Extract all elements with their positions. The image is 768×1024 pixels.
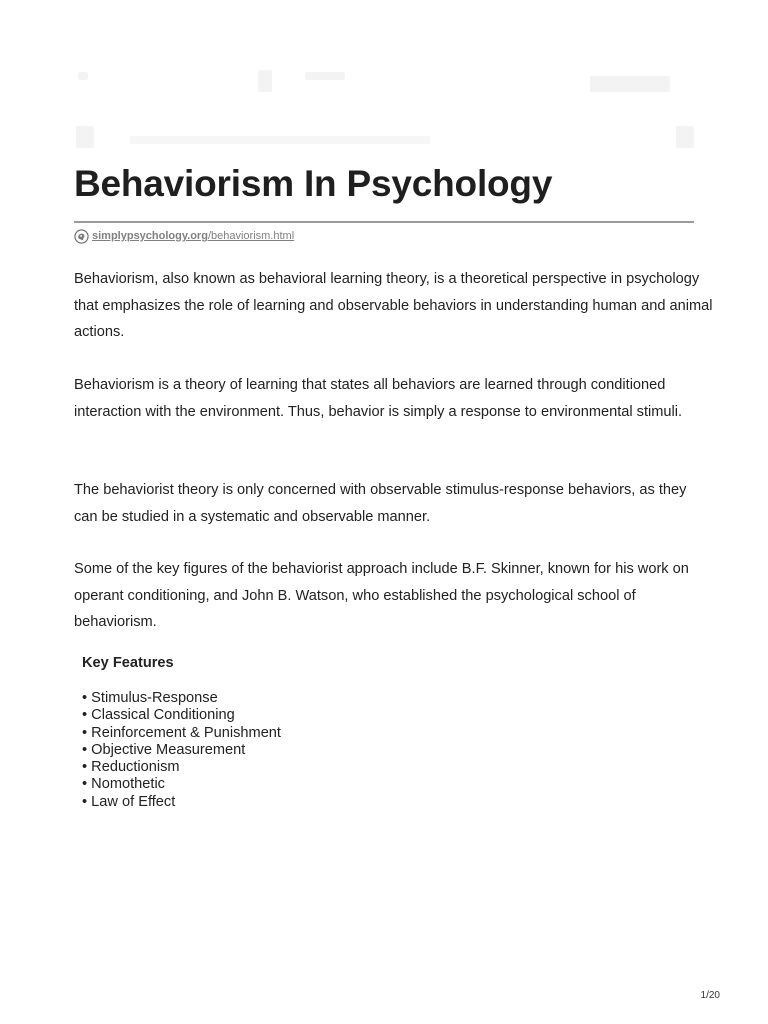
document-title: Behaviorism In Psychology xyxy=(74,163,553,204)
list-item: • Nomothetic xyxy=(82,776,281,793)
header-ghost xyxy=(78,72,88,80)
source-path[interactable]: /behaviorism.html xyxy=(207,230,295,242)
paragraph-3: The behaviorist theory is only concerned with observable stimulus-response behaviors, as they can be studied in a systematic and observable manner. xyxy=(74,482,687,525)
header-ghost xyxy=(76,126,94,148)
header-ghost xyxy=(305,72,345,80)
header-ghost xyxy=(590,76,670,92)
source-domain[interactable]: simplypsychology.org xyxy=(92,230,208,242)
list-item: • Reinforcement & Punishment xyxy=(82,725,281,742)
paragraph-2: Behaviorism is a theory of learning that states all behaviors are learned through conditioned interaction with the environment. Thus, behavior is simply a response to environmental stimuli. xyxy=(74,377,683,420)
paragraph-1: Behaviorism, also known as behavioral learning theory, is a theoretical perspective in psychology that emphasizes the role of learning and observable behaviors in understanding human and animal actions. xyxy=(74,271,713,340)
list-item: • Stimulus-Response xyxy=(82,690,281,707)
header-ghost xyxy=(676,126,694,148)
key-features-list xyxy=(82,690,281,811)
source-link[interactable] xyxy=(74,227,294,245)
key-features-heading: Key Features xyxy=(82,655,174,671)
paragraph-4: Some of the key figures of the behaviorist approach include B.F. Skinner, known for his work on operant conditioning, and John B. Watson, who established the psychological school of behaviorism. xyxy=(74,561,689,630)
list-item: • Reductionism xyxy=(82,759,281,776)
list-item: • Law of Effect xyxy=(82,794,281,811)
title-divider xyxy=(74,221,694,223)
page-number: 1/20 xyxy=(700,990,720,1001)
list-item: • Classical Conditioning xyxy=(82,707,281,724)
header-ghost xyxy=(130,136,430,144)
header-ghost xyxy=(258,70,272,92)
list-item: • Objective Measurement xyxy=(82,742,281,759)
brain-icon xyxy=(74,229,89,244)
